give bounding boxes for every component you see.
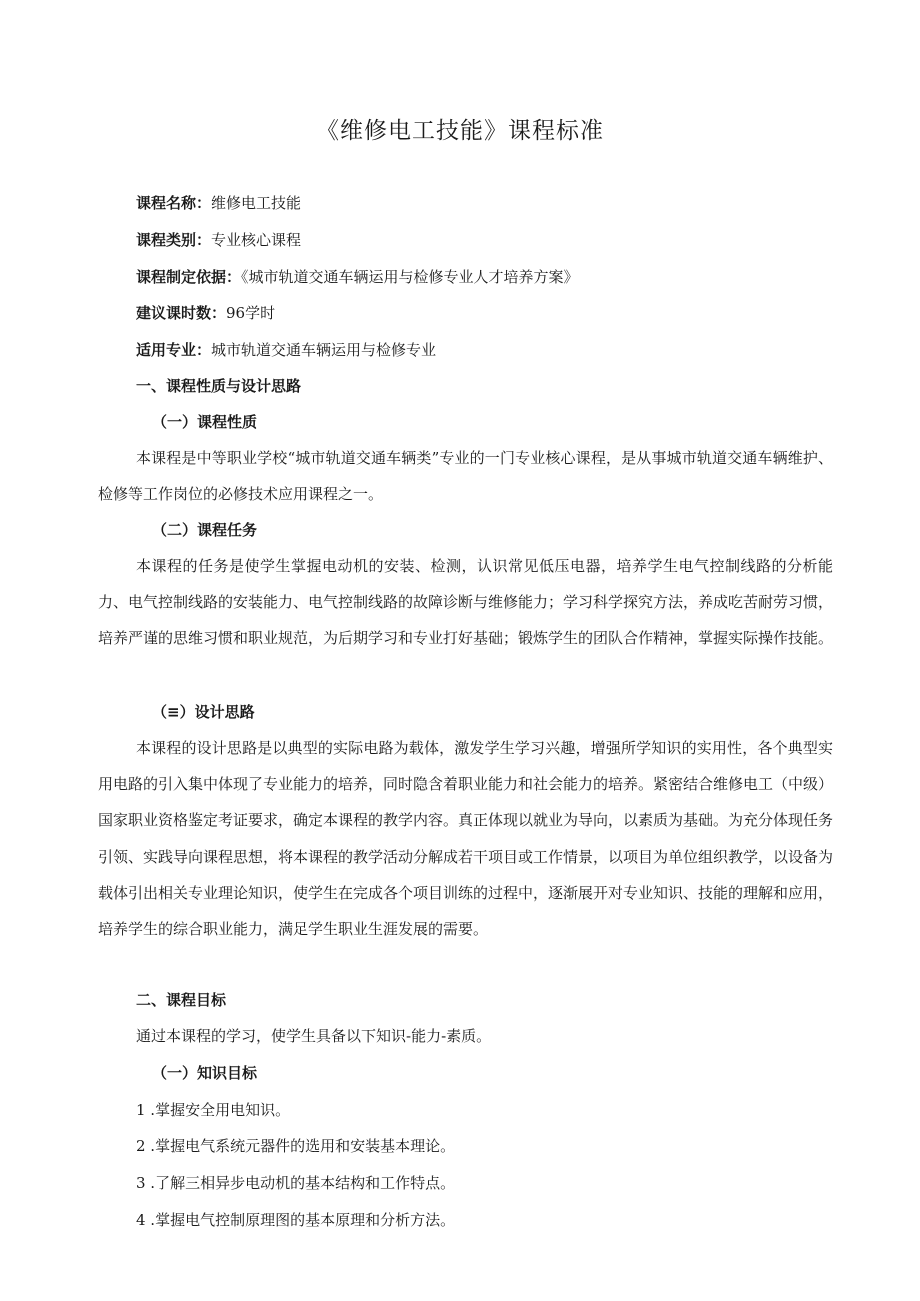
section1-heading: 一、课程性质与设计思路	[136, 377, 302, 395]
course-category-value: 专业核心课程	[211, 231, 302, 249]
course-basis-value: 《城市轨道交通车辆运用与检修专业人才培养方案》	[241, 268, 579, 286]
knowledge-item: 4 .掌握电气控制原理图的基本原理和分析方法。	[136, 1211, 456, 1229]
course-major-line	[136, 340, 436, 360]
section2-sub1-heading: （一）知识目标	[152, 1064, 258, 1082]
section1-sub2-paragraph: 本课程的任务是使学生掌握电动机的安装、检测，认识常见低压电器，培养学生电气控制线路的分析能力、电气控制线路的安装能力、电气控制线路的故障诊断与维修能力；学习科学探究方法，养成吃苦耐劳习惯，培养严谨的思维习惯和职业规范，为后期学习和专业打好基础；锻炼学生的团队合作精神，掌握实际操作技能。	[98, 557, 834, 648]
course-basis-label: 课程制定依据：	[136, 268, 242, 286]
course-name-line	[136, 193, 301, 213]
knowledge-item: 3 .了解三相异步电动机的基本结构和工作特点。	[136, 1174, 456, 1192]
section2-heading: 二、课程目标	[136, 991, 227, 1009]
section1-sub1-heading: （一）课程性质	[152, 413, 258, 431]
course-hours-value: 96学时	[226, 304, 276, 322]
section1-sub2-heading: （二）课程任务	[152, 521, 258, 539]
course-category-line	[136, 230, 301, 250]
section1-sub1-paragraph: 本课程是中等职业学校“城市轨道交通车辆类”专业的一门专业核心课程，是从事城市轨道交通车辆维护、检修等工作岗位的必修技术应用课程之一。	[98, 449, 833, 504]
knowledge-item: 1 .掌握安全用电知识。	[136, 1101, 291, 1119]
section2-intro: 通过本课程的学习，使学生具备以下知识-能力-素质。	[136, 1027, 492, 1045]
course-name-label: 课程名称：	[136, 194, 212, 212]
course-major-value: 城市轨道交通车辆运用与检修专业	[211, 341, 437, 359]
course-major-label: 适用专业：	[136, 341, 212, 359]
course-category-label: 课程类别：	[136, 231, 212, 249]
course-name-value: 维修电工技能	[211, 194, 302, 212]
document-title: 《维修电工技能》课程标准	[316, 118, 604, 144]
section1-sub3-heading: （≡）设计思路	[152, 703, 255, 721]
knowledge-item: 2 .掌握电气系统元器件的选用和安装基本理论。	[136, 1137, 456, 1155]
course-basis-line	[136, 267, 579, 287]
course-hours-line	[136, 303, 275, 323]
section1-sub3-paragraph: 本课程的设计思路是以典型的实际电路为载体，激发学生学习兴趣，增强所学知识的实用性，各个典型实用电路的引入集中体现了专业能力的培养，同时隐含着职业能力和社会能力的培养。紧密结合维修电工（中级）国家职业资格鉴定考证要求，确定本课程的教学内容。真正体现以就业为导向，以素质为基础。为充分体现任务引领、实践导向课程思想，将本课程的教学活动分解成若干项目或工作情景，以项目为单位组织教学，以设备为载体引出相关专业理论知识，使学生在完成各个项目训练的过程中，逐渐展开对专业知识、技能的理解和应用，培养学生的综合职业能力，满足学生职业生涯发展的需要。	[98, 739, 834, 939]
course-hours-label: 建议课时数：	[136, 304, 227, 322]
